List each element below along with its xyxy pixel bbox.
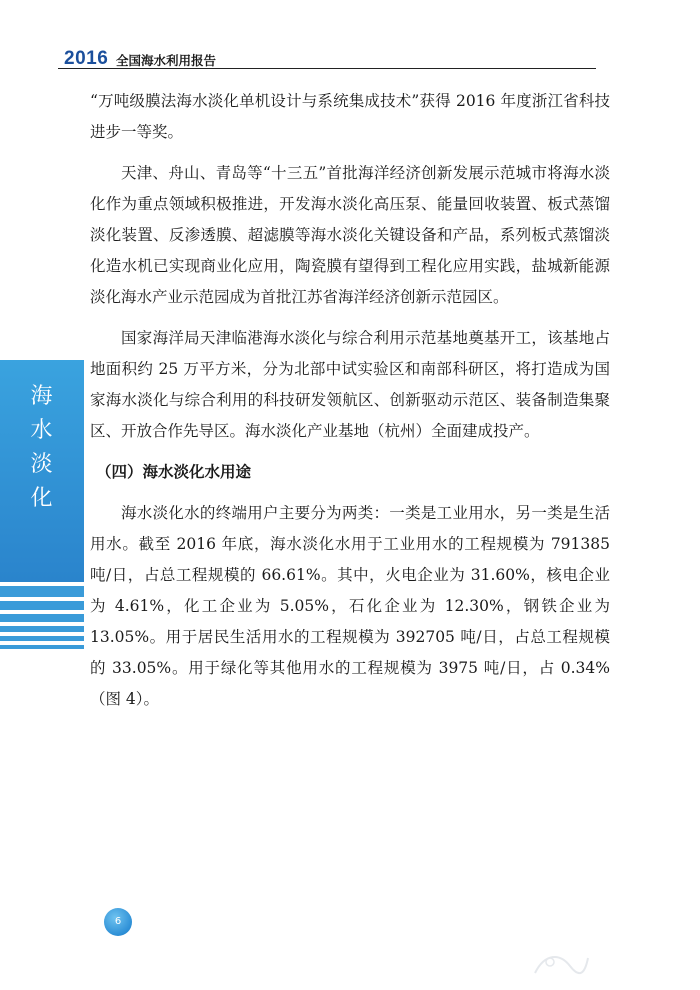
section-paragraph: 海水淡化水的终端用户主要分为两类：一类是工业用水，另一类是生活用水。截至 2016 年底，海水淡化水用于工业用水的工程规模为 791385 吨/日，占总工程规模的 66.61%。其中，火电企业为 31.60%，核电企业为 4.61%，化工企业为 5.05%，石化企业为 12.30%，钢铁企业为 13.05%。用于居民生活用水的工程规模为 392705 吨/日，占总工程规模的 33.05%。用于绿化等其他用水的工程规模为 3975 吨/日，占 0.34%（图 4）。 bbox=[90, 504, 610, 708]
side-stripe bbox=[0, 614, 84, 622]
side-stripe bbox=[0, 645, 84, 649]
report-title: 全国海水利用报告 bbox=[116, 53, 217, 68]
body-paragraph: 天津、舟山、青岛等“十三五”首批海洋经济创新发展示范城市将海水淡化作为重点领域积极推进，开发海水淡化高压泵、能量回收装置、板式蒸馏淡化装置、反渗透膜、超滤膜等海水淡化关键设备和产品，系列板式蒸馏淡化造水机已实现商业化应用，陶瓷膜有望得到工程化应用实践，盐城新能源淡化海水产业示范园成为首批江苏省海洋经济创新示范园区。 bbox=[90, 164, 610, 306]
page-body bbox=[90, 86, 610, 715]
report-year: 2016 bbox=[64, 48, 109, 69]
side-stripe bbox=[0, 601, 84, 610]
section-heading: （四）海水淡化水用途 bbox=[96, 463, 252, 481]
side-stripe bbox=[0, 626, 84, 632]
body-paragraph: 国家海洋局天津临港海水淡化与综合利用示范基地奠基开工，该基地占地面积约 25 万平方米，分为北部中试实验区和南部科研区，将打造成为国家海水淡化与综合利用的科技研发领航区、创新驱动示范区、装备制造集聚区、开放合作先导区。海水淡化产业基地（杭州）全面建成投产。 bbox=[90, 329, 610, 440]
chapter-label bbox=[0, 380, 84, 516]
side-stripe bbox=[0, 636, 84, 641]
page-number-badge: 6 bbox=[104, 908, 132, 936]
chapter-label-char: 化 bbox=[30, 486, 54, 511]
page-header bbox=[58, 44, 596, 70]
side-stripe bbox=[0, 586, 84, 597]
body-paragraph: “万吨级膜法海水淡化单机设计与系统集成技术”获得 2016 年度浙江省科技进步一等奖。 bbox=[90, 92, 610, 141]
chapter-label-char: 水 bbox=[30, 418, 54, 443]
chapter-side-tab bbox=[0, 360, 84, 582]
header-rule bbox=[58, 68, 596, 69]
chapter-label-char: 海 bbox=[30, 384, 54, 409]
watermark-logo-icon bbox=[530, 948, 590, 978]
chapter-label-char: 淡 bbox=[30, 452, 54, 477]
